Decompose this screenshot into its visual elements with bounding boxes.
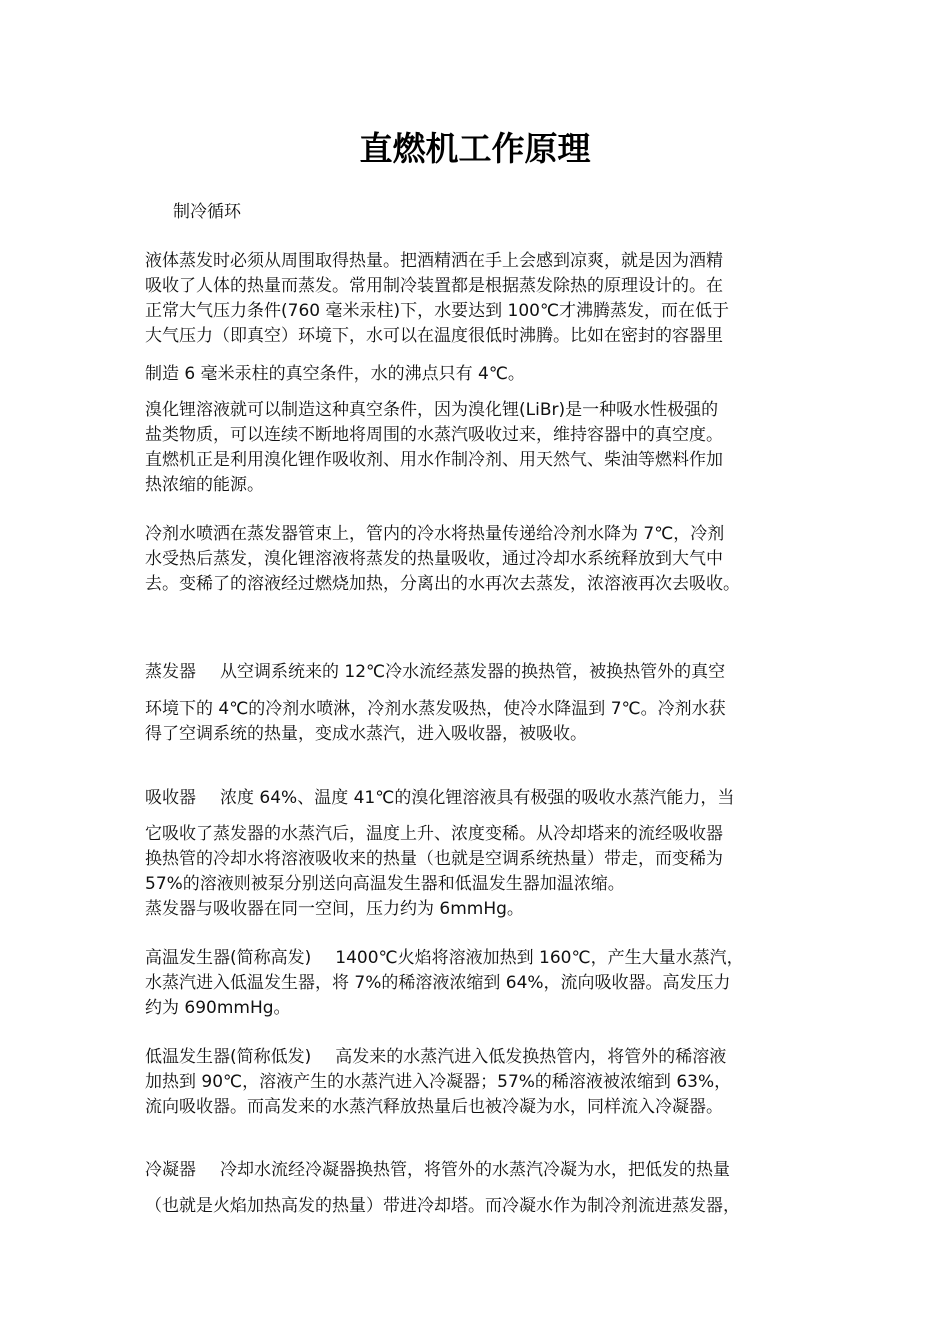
paragraph-line: 得了空调系统的热量，变成水蒸汽，进入吸收器，被吸收。: [145, 724, 587, 744]
paragraph-line: 液体蒸发时必须从周围取得热量。把酒精洒在手上会感到凉爽，就是因为酒精: [145, 251, 723, 271]
page-title: 直燃机工作原理: [359, 129, 591, 168]
condenser-label: 冷凝器: [145, 1160, 196, 1180]
high-gen-label: 高温发生器(简称高发): [145, 948, 312, 968]
paragraph-line: 冷剂水喷洒在蒸发器管束上，管内的冷水将热量传递给冷剂水降为 7℃，冷剂: [145, 524, 725, 544]
paragraph-line: 盐类物质，可以连续不断地将周围的水蒸汽吸收过来，维持容器中的真空度。: [145, 425, 723, 445]
absorber-label: 吸收器: [145, 788, 196, 808]
paragraph-line: 热浓缩的能源。: [145, 475, 264, 495]
condenser-text: 冷却水流经冷凝器换热管，将管外的水蒸汽冷凝为水，把低发的热量: [220, 1160, 730, 1180]
paragraph-line: 制造 6 毫米汞柱的真空条件，水的沸点只有 4℃。: [145, 364, 525, 384]
paragraph-line: 正常大气压力条件(760 毫米汞柱)下，水要达到 100℃才沸腾蒸发，而在低于: [145, 301, 730, 321]
paragraph-line: 它吸收了蒸发器的水蒸汽后，温度上升、浓度变稀。从冷却塔来的流经吸收器: [145, 824, 723, 844]
paragraph-line: 直燃机正是利用溴化锂作吸收剂、用水作制冷剂、用天然气、柴油等燃料作加: [145, 450, 723, 470]
low-gen-first-line: [145, 1045, 726, 1069]
paragraph-line: 去。变稀了的溶液经过燃烧加热，分离出的水再次去蒸发，浓溶液再次去吸收。: [145, 574, 740, 594]
paragraph-line: 水受热后蒸发，溴化锂溶液将蒸发的热量吸收，通过冷却水系统释放到大气中: [145, 549, 723, 569]
paragraph-line: 水蒸汽进入低温发生器，将 7%的稀溶液浓缩到 64%，流向吸收器。高发压力: [145, 973, 731, 993]
paragraph-line: 流向吸收器。而高发来的水蒸汽释放热量后也被冷凝为水，同样流入冷凝器。: [145, 1097, 723, 1117]
section-heading: 制冷循环: [173, 202, 241, 222]
absorber-text: 浓度 64%、温度 41℃的溴化锂溶液具有极强的吸收水蒸汽能力，当: [220, 788, 735, 808]
paragraph-line: 57%的溶液则被泵分别送向高温发生器和低温发生器加温浓缩。: [145, 874, 625, 894]
high-gen-text: 1400℃火焰将溶液加热到 160℃，产生大量水蒸汽，: [335, 948, 744, 968]
low-gen-label: 低温发生器(简称低发): [145, 1047, 312, 1067]
paragraph-line: 吸收了人体的热量而蒸发。常用制冷装置都是根据蒸发除热的原理设计的。在: [145, 276, 723, 296]
paragraph-line: 环境下的 4℃的冷剂水喷淋，冷剂水蒸发吸热，使冷水降温到 7℃。冷剂水获: [145, 699, 726, 719]
paragraph-line: 加热到 90℃，溶液产生的水蒸汽进入冷凝器；57%的稀溶液被浓缩到 63%，: [145, 1072, 732, 1092]
paragraph-line: 换热管的冷却水将溶液吸收来的热量（也就是空调系统热量）带走，而变稀为: [145, 849, 723, 869]
low-gen-text: 高发来的水蒸汽进入低发换热管内，将管外的稀溶液: [335, 1047, 727, 1067]
evaporator-first-line: [145, 660, 725, 684]
paragraph-line: 约为 690mmHg。: [145, 998, 291, 1018]
paragraph-line: 溴化锂溶液就可以制造这种真空条件，因为溴化锂(LiBr)是一种吸水性极强的: [145, 400, 719, 420]
paragraph-line: （也就是火焰加热高发的热量）带进冷却塔。而冷凝水作为制冷剂流进蒸发器，: [145, 1196, 740, 1216]
absorber-first-line: [145, 786, 734, 810]
evaporator-text: 从空调系统来的 12℃冷水流经蒸发器的换热管，被换热管外的真空: [220, 662, 726, 682]
paragraph-line: 大气压力（即真空）环境下，水可以在温度很低时沸腾。比如在密封的容器里: [145, 326, 723, 346]
condenser-first-line: [145, 1158, 730, 1182]
high-gen-first-line: [145, 946, 744, 970]
evaporator-label: 蒸发器: [145, 662, 196, 682]
paragraph-line: 蒸发器与吸收器在同一空间，压力约为 6mmHg。: [145, 899, 524, 919]
